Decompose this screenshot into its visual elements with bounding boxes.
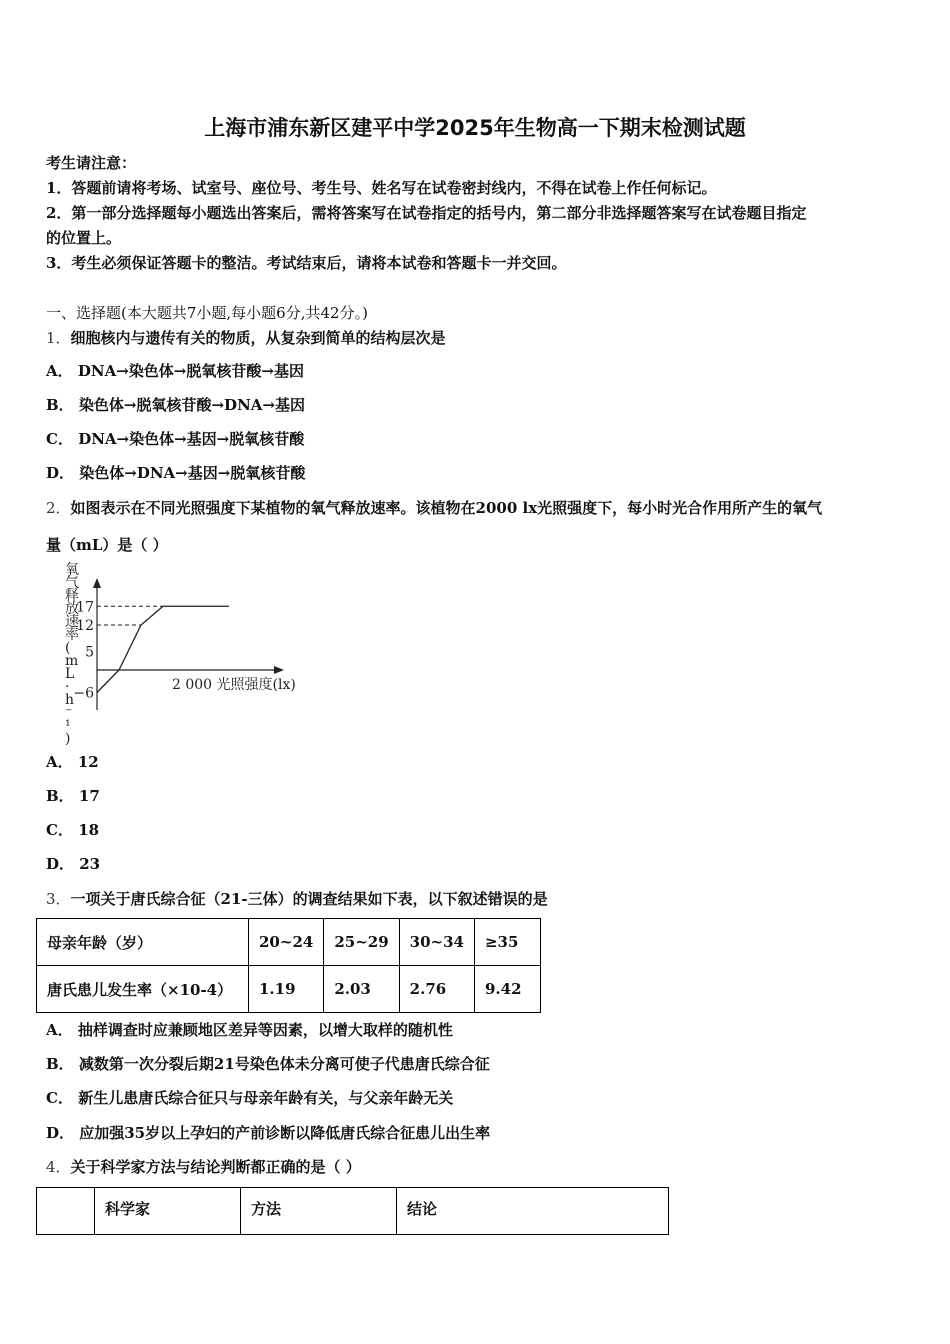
question-text: 关于科学家方法与结论判断都正确的是（ ）: [70, 1158, 361, 1176]
y-axis-label: 氧气释放速率( m L · h ⁻ ¹ ): [65, 562, 79, 747]
question-number: 3．: [46, 890, 71, 908]
question-number: 1．: [46, 329, 71, 347]
q2-option-a: A． 12: [46, 753, 99, 771]
y-tick-label: 5: [85, 644, 94, 661]
table-cell: 30~34: [399, 919, 474, 966]
page-title: 上海市浦东新区建平中学2025年生物高一下期末检测试题: [204, 116, 746, 140]
table-cell: 科学家: [95, 1188, 241, 1235]
question-number: 4．: [46, 1158, 71, 1176]
question-2-stem: [46, 497, 822, 518]
table-header-row: [37, 919, 541, 966]
question-4-stem: [46, 1156, 361, 1177]
q3-option-c: C． 新生儿患唐氏综合征只与母亲年龄有关，与父亲年龄无关: [46, 1089, 454, 1107]
scientist-table: [36, 1187, 669, 1235]
table-header-row: [37, 1188, 669, 1235]
table-cell: 方法: [241, 1188, 397, 1235]
section-title: 一、选择题(本大题共7小题,每小题6分,共42分。): [46, 304, 368, 322]
oxygen-rate-chart: [50, 560, 330, 747]
table-cell: 20~24: [249, 919, 324, 966]
table-cell: 唐氏患儿发生率（×10-4）: [37, 966, 249, 1013]
notice-item: 2．第一部分选择题每小题选出答案后，需将答案写在试卷指定的括号内，第二部分非选择题答案写在试卷题目指定: [46, 204, 807, 222]
notice-item: 的位置上。: [46, 229, 122, 247]
q1-option-d: D． 染色体→DNA→基因→脱氧核苷酸: [46, 464, 306, 482]
question-1-stem: [46, 327, 446, 348]
table-cell: ≥35: [474, 919, 540, 966]
q1-option-c: C． DNA→染色体→基因→脱氧核苷酸: [46, 430, 305, 448]
y-axis-arrow: [93, 578, 101, 588]
table-row: [37, 966, 541, 1013]
q2-option-b: B． 17: [46, 787, 100, 805]
question-text: 如图表示在不同光照强度下某植物的氧气释放速率。该植物在2000 lx光照强度下，每小时光合作用所产生的氧气: [70, 499, 823, 517]
question-text: 细胞核内与遗传有关的物质，从复杂到简单的结构层次是: [70, 329, 446, 347]
q3-option-b: B． 减数第一次分裂后期21号染色体未分离可使子代患唐氏综合征: [46, 1055, 490, 1073]
q2-option-c: C． 18: [46, 821, 100, 839]
notice-item: 3．考生必须保证答题卡的整洁。考试结束后，请将本试卷和答题卡一并交回。: [46, 254, 567, 272]
table-cell: 2.03: [324, 966, 399, 1013]
question-2-stem-cont: 量（mL）是（ ）: [46, 536, 168, 554]
q1-option-a: A． DNA→染色体→脱氧核苷酸→基因: [46, 362, 304, 380]
question-3-stem: [46, 888, 548, 909]
table-cell: [37, 1188, 95, 1235]
q3-option-d: D． 应加强35岁以上孕妇的产前诊断以降低唐氏综合征患儿出生率: [46, 1124, 491, 1142]
q3-option-a: A． 抽样调查时应兼顾地区差异等因素，以增大取样的随机性: [46, 1021, 453, 1039]
table-cell: 25~29: [324, 919, 399, 966]
notice-item: 1．答题前请将考场、试室号、座位号、考生号、姓名写在试卷密封线内，不得在试卷上作任何标记。: [46, 179, 717, 197]
table-cell: 2.76: [399, 966, 474, 1013]
table-cell: 母亲年龄（岁）: [37, 919, 249, 966]
notice-heading: 考生请注意：: [46, 154, 137, 172]
y-tick-label: 12: [76, 618, 94, 634]
x-axis-label: 2 000 光照强度(lx): [172, 677, 296, 693]
x-axis-arrow: [274, 666, 284, 674]
q1-option-b: B． 染色体→脱氧核苷酸→DNA→基因: [46, 396, 305, 414]
y-tick-label: −6: [73, 685, 94, 702]
table-cell: 9.42: [474, 966, 540, 1013]
table-cell: 结论: [397, 1188, 669, 1235]
y-tick-label: 17: [76, 599, 94, 616]
downs-syndrome-table: [36, 918, 541, 1013]
table-cell: 1.19: [249, 966, 324, 1013]
question-number: 2．: [46, 499, 71, 517]
question-text: 一项关于唐氏综合征（21-三体）的调查结果如下表，以下叙述错误的是: [70, 890, 548, 908]
q2-option-d: D． 23: [46, 855, 101, 873]
